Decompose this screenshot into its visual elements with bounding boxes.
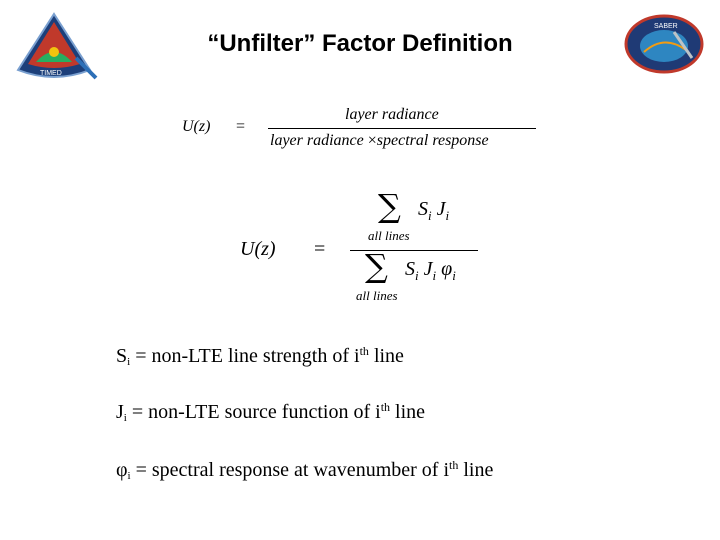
equation-1-denominator-left: layer radiance: [270, 132, 364, 149]
equation-2-num-s: S: [418, 198, 428, 220]
definition-s-symbol: S: [116, 345, 128, 367]
definition-phi-text-after: line: [458, 459, 494, 481]
definition-j-sup: th: [380, 400, 391, 414]
definition-phi: [116, 458, 493, 482]
definition-j: [116, 400, 425, 424]
equation-1-equals: =: [236, 118, 246, 135]
definition-s-sup: th: [359, 344, 369, 358]
equation-1-fraction-bar: [268, 128, 536, 129]
definition-j-sub: i: [123, 412, 127, 424]
equation-2-numerator-terms: [418, 198, 449, 224]
definition-j-symbol: J: [116, 401, 124, 423]
definition-j-text-after: line: [390, 401, 426, 423]
definition-s: [116, 344, 404, 368]
definition-phi-sub: i: [127, 470, 131, 482]
equation-2-den-s-sub: i: [415, 268, 419, 283]
equation-2-den-s: S: [405, 258, 415, 280]
equation-2-num-s-sub: i: [428, 208, 432, 223]
definition-s-text-after: line: [368, 345, 404, 367]
equation-2-denominator-sum-symbol: ∑: [365, 247, 388, 285]
equation-1-denominator: [270, 132, 489, 150]
definition-phi-sup: th: [449, 458, 459, 472]
equation-2-lhs: U(z): [240, 238, 276, 260]
definition-s-sub: i: [127, 356, 131, 368]
equation-1-numerator: layer radiance: [345, 106, 439, 123]
timed-logo-text: TIMED: [40, 70, 62, 77]
equation-2-den-phi: φ: [441, 258, 453, 280]
definition-s-text: = non-LTE line strength of i: [130, 345, 360, 367]
saber-logo-text: SABER: [654, 23, 678, 30]
equation-2-den-phi-sub: i: [452, 268, 456, 283]
slide-title: “Unfilter” Factor Definition: [207, 30, 513, 57]
equation-2-den-j-sub: i: [432, 268, 437, 283]
equation-2-numerator-sum-label: all lines: [368, 228, 410, 243]
equation-2-num-j-sub: i: [445, 208, 450, 223]
definition-phi-text: = spectral response at wavenumber of i: [130, 459, 449, 481]
equation-1-denominator-right: spectral response: [376, 132, 489, 149]
equation-1-times: ×: [367, 132, 377, 149]
equation-2-denominator-sum-label: all lines: [356, 288, 398, 303]
equation-1-lhs: U(z): [182, 118, 211, 135]
definition-j-text: = non-LTE source function of i: [126, 401, 381, 423]
equation-2-num-j: J: [436, 198, 446, 220]
equation-2-denominator-terms: [405, 258, 456, 284]
equation-2-den-j: J: [423, 258, 433, 280]
definition-phi-symbol: φ: [116, 459, 128, 481]
equation-2-numerator-sum-symbol: ∑: [378, 187, 401, 225]
equation-2-equals: =: [314, 238, 326, 260]
